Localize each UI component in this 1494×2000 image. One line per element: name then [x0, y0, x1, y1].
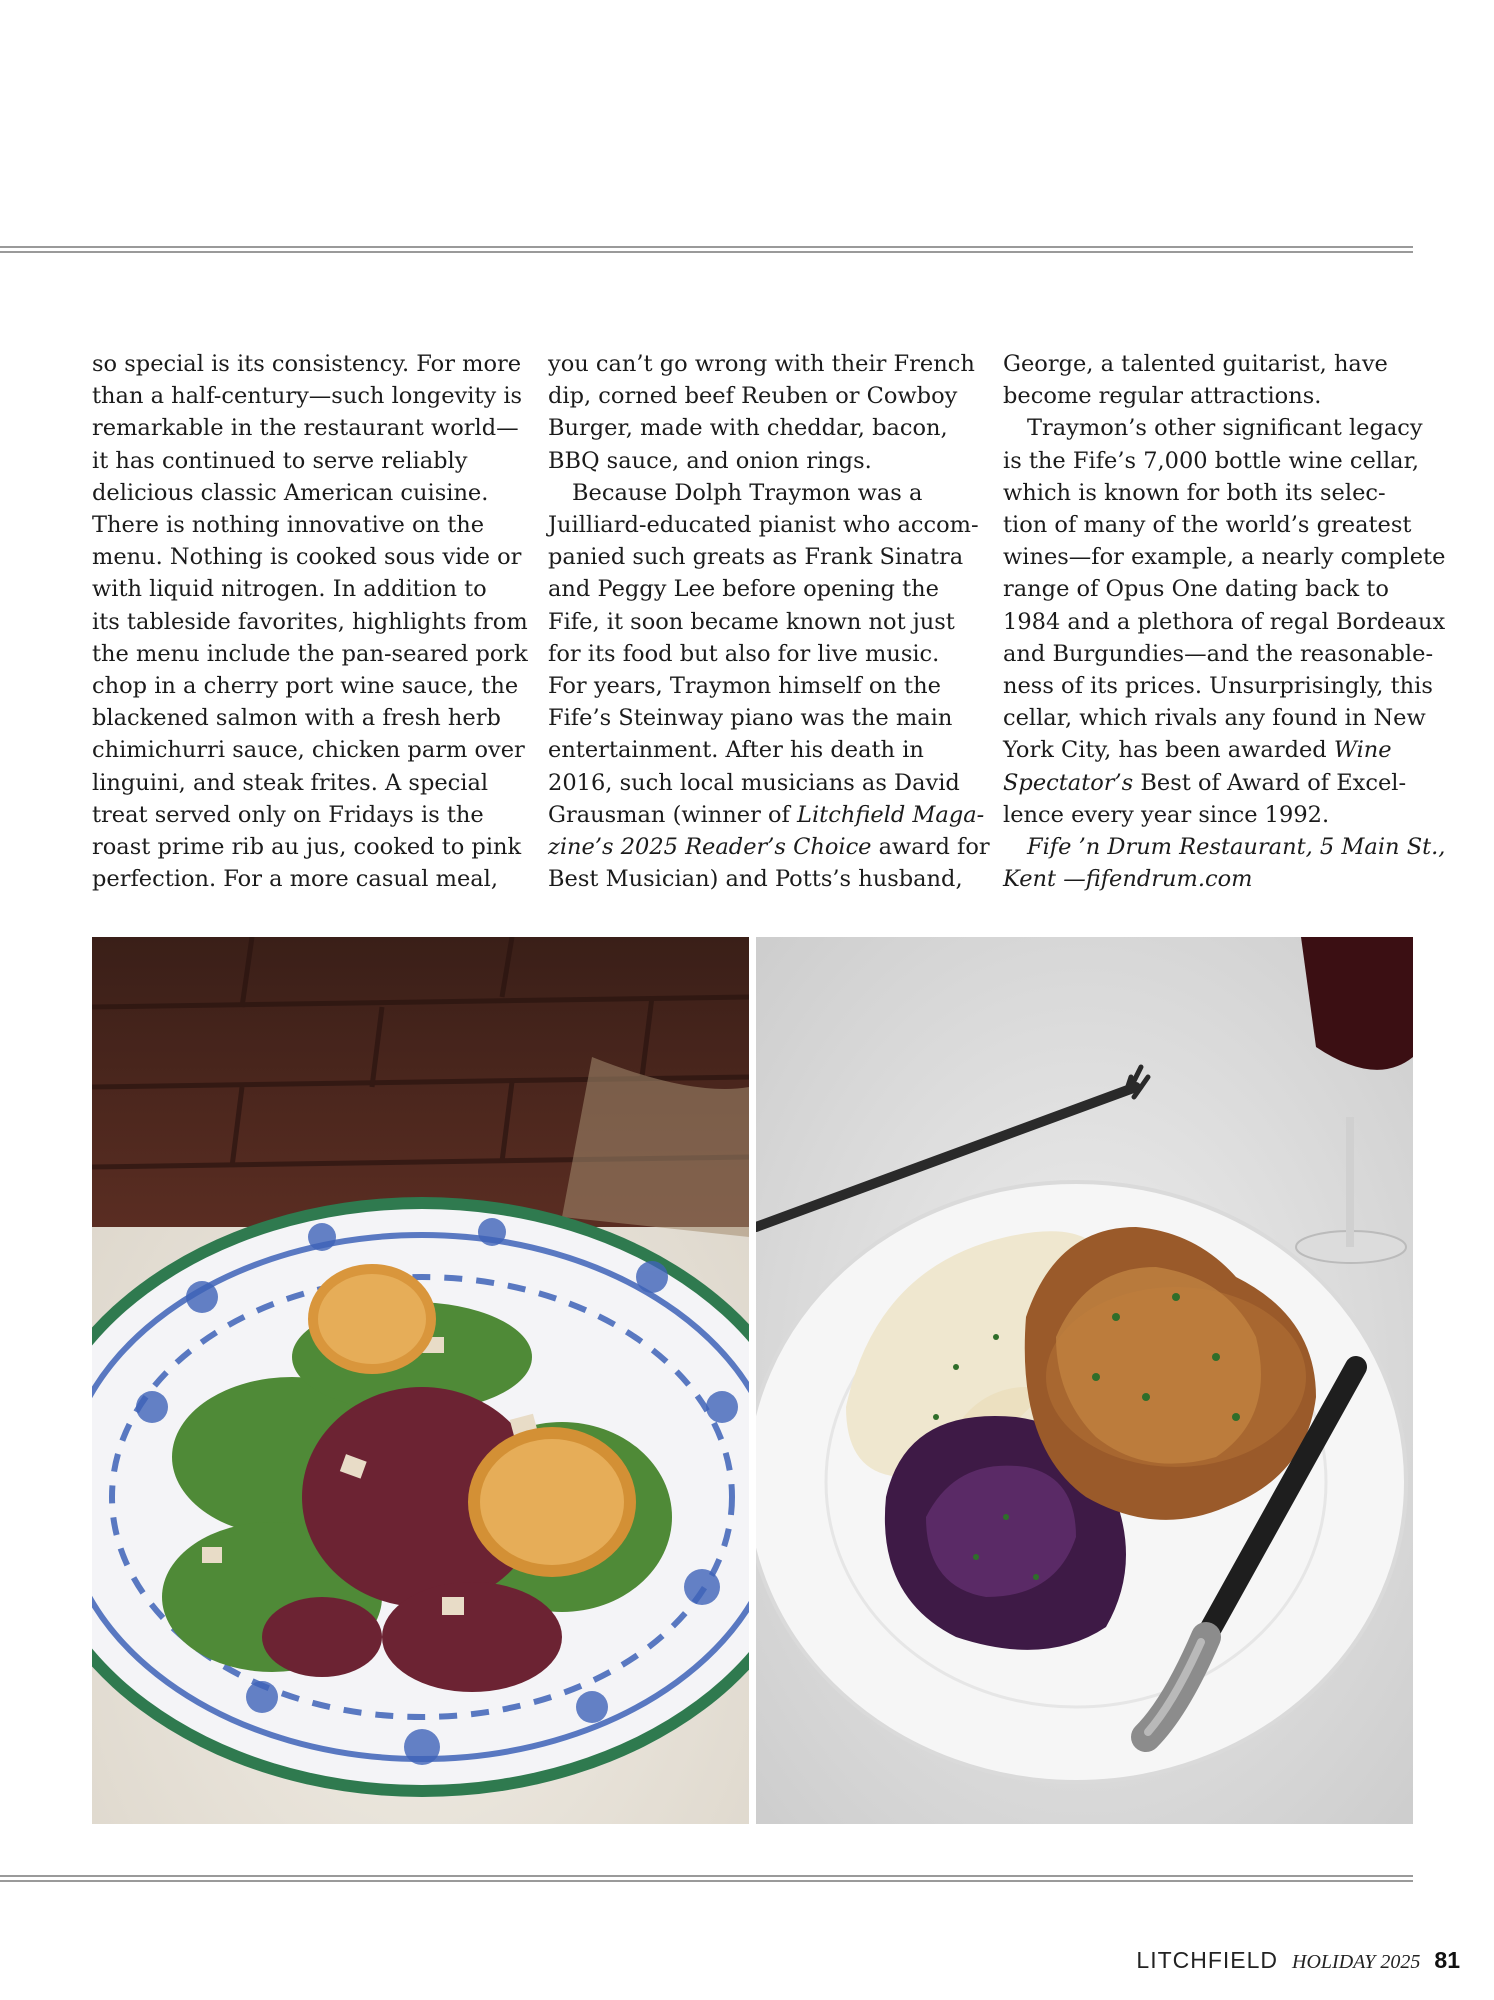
magazine-name: LITCHFIELD: [1136, 1947, 1279, 1973]
text-line: is the Fife’s 7,000 bottle wine cellar,: [1003, 447, 1420, 474]
text-line: delicious classic American cuisine.: [92, 479, 489, 506]
restaurant-website-line: Kent —fifendrum.com: [1003, 866, 1253, 893]
text-line: dip, corned beef Reuben or Cowboy: [548, 383, 958, 410]
text-line: There is nothing innovative on the: [92, 512, 485, 539]
pork-chop-photo-illustration: [756, 937, 1413, 1824]
italic-publication-name: Wine: [1333, 737, 1392, 764]
text-line: the menu include the pan-seared pork: [92, 640, 528, 667]
paragraph-start-line: Traymon’s other significant legacy: [1027, 415, 1423, 442]
text-line: [1003, 767, 1421, 799]
text-line: than a half-century—such longevity is: [92, 383, 523, 410]
text-line: its tableside favorites, highlights from: [92, 608, 528, 635]
text-line: lence every year since 1992.: [1003, 801, 1330, 828]
salad-photo-illustration: [92, 937, 749, 1824]
text-line: you can’t go wrong with their French: [548, 351, 975, 377]
text-line: 1984 and a plethora of regal Bordeaux: [1003, 608, 1446, 635]
issue-label: HOLIDAY 2025: [1292, 1951, 1421, 1973]
text-line: BBQ sauce, and onion rings.: [548, 447, 872, 474]
text-line: range of Opus One dating back to: [1003, 576, 1389, 603]
text-line: so special is its consistency. For more: [92, 351, 522, 377]
restaurant-address-line: Fife ’n Drum Restaurant, 5 Main St.,: [1027, 834, 1446, 861]
text-line: it has continued to serve reliably: [92, 447, 468, 474]
text-line: For years, Traymon himself on the: [548, 673, 941, 700]
text-line: Best Musician) and Potts’s husband,: [548, 866, 963, 893]
text-line: Juilliard-educated pianist who accom-: [548, 512, 979, 539]
italic-award-name: zine’s 2025 Reader’s Choice: [548, 834, 872, 861]
text-line: roast prime rib au jus, cooked to pink: [92, 834, 522, 861]
bottom-divider-rule: [0, 1875, 1413, 1883]
text-line: linguini, and steak frites. A special: [92, 769, 489, 796]
salad-photo: [92, 937, 749, 1824]
text-line: entertainment. After his death in: [548, 737, 924, 764]
page-footer: [1136, 1947, 1460, 1979]
italic-magazine-name: Litchfield Maga-: [797, 801, 985, 828]
text-line: perfection. For a more casual meal,: [92, 866, 499, 893]
article-column-3: [1003, 348, 1446, 895]
text-line: menu. Nothing is cooked sous vide or: [92, 544, 522, 571]
text-line: with liquid nitrogen. In addition to: [92, 576, 487, 603]
text-line: [548, 831, 990, 863]
text-line: Fife’s Steinway piano was the main: [548, 705, 953, 732]
text-line: wines—for example, a nearly complete: [1003, 544, 1446, 571]
text-line: 2016, such local musicians as David: [548, 769, 960, 796]
article-column-2: [548, 348, 990, 895]
text-segment: award for: [871, 834, 990, 861]
text-line: panied such greats as Frank Sinatra: [548, 544, 964, 571]
text-line: and Peggy Lee before opening the: [548, 576, 939, 603]
text-line: remarkable in the restaurant world—: [92, 415, 519, 442]
text-segment: Grausman (winner of: [548, 801, 798, 828]
text-line: cellar, which rivals any found in New: [1003, 705, 1426, 732]
article-column-1: [92, 348, 528, 895]
italic-publication-name: Spectator’s: [1003, 769, 1134, 796]
text-line: ness of its prices. Unsurprisingly, this: [1003, 673, 1433, 700]
text-line: chop in a cherry port wine sauce, the: [92, 673, 519, 700]
text-line: Burger, made with cheddar, bacon,: [548, 415, 948, 442]
text-line: chimichurri sauce, chicken parm over: [92, 737, 525, 764]
paragraph-start-line: Because Dolph Traymon was a: [572, 479, 923, 506]
text-line: George, a talented guitarist, have: [1003, 351, 1388, 377]
text-line: tion of many of the world’s greatest: [1003, 512, 1412, 539]
text-line: and Burgundies—and the reasonable-: [1003, 640, 1434, 667]
top-divider-rule: [0, 246, 1413, 254]
text-segment: York City, has been awarded: [1003, 737, 1334, 764]
text-segment: Best of Award of Excel-: [1133, 769, 1407, 796]
text-line: become regular attractions.: [1003, 383, 1322, 410]
text-line: blackened salmon with a fresh herb: [92, 705, 501, 732]
text-line: Fife, it soon became known not just: [548, 608, 955, 635]
text-line: [548, 799, 985, 831]
pork-chop-photo: [756, 937, 1413, 1824]
text-line: [1003, 734, 1421, 766]
page-number: 81: [1434, 1947, 1460, 1973]
text-line: which is known for both its selec-: [1003, 479, 1386, 506]
text-line: for its food but also for live music.: [548, 640, 940, 667]
text-line: treat served only on Fridays is the: [92, 801, 484, 828]
